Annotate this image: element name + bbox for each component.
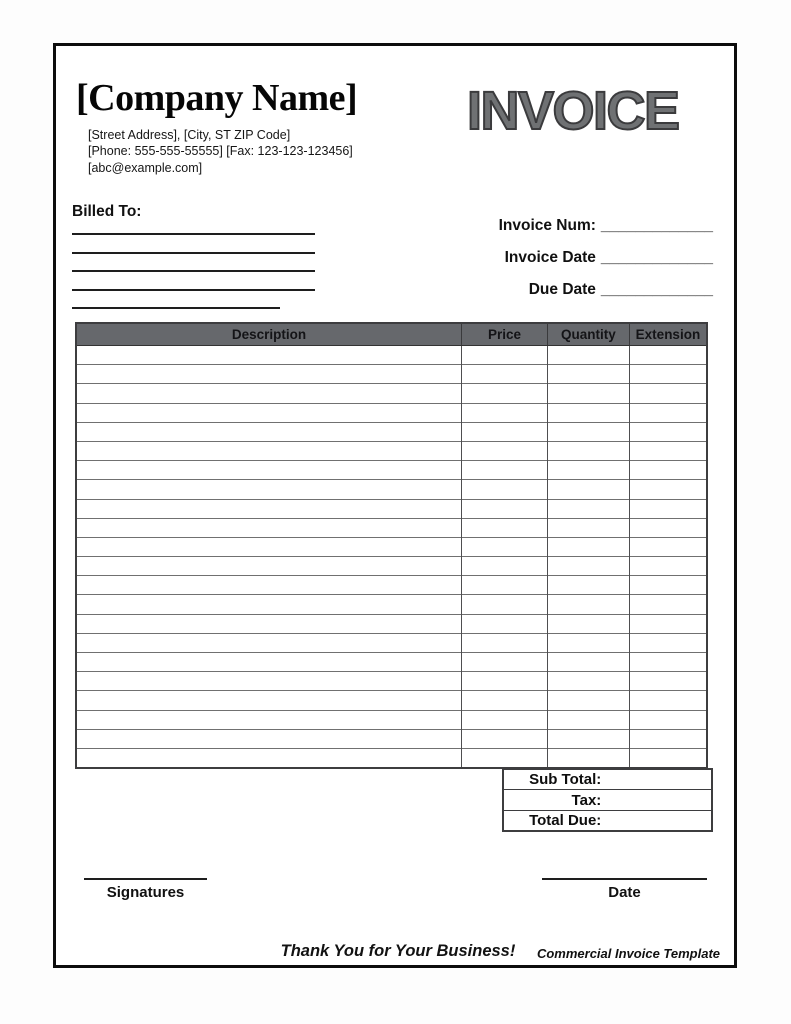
- table-cell[interactable]: [547, 537, 629, 556]
- table-cell[interactable]: [462, 633, 548, 652]
- table-cell[interactable]: [629, 365, 707, 384]
- totals-label: Sub Total:: [529, 771, 602, 789]
- table-cell[interactable]: [76, 633, 462, 652]
- meta-label: Due Date: [528, 281, 596, 298]
- table-row: [76, 633, 707, 652]
- meta-fill-line[interactable]: _____________: [600, 281, 713, 298]
- column-header-description: Description: [76, 323, 462, 346]
- table-row: [76, 614, 707, 633]
- table-cell[interactable]: [76, 595, 462, 614]
- table-cell[interactable]: [462, 710, 548, 729]
- table-cell[interactable]: [462, 346, 548, 365]
- table-cell[interactable]: [629, 729, 707, 748]
- billed-to-fill-line[interactable]: [72, 252, 315, 254]
- table-row: [76, 710, 707, 729]
- table-cell[interactable]: [76, 384, 462, 403]
- table-cell[interactable]: [462, 576, 548, 595]
- table-cell[interactable]: [547, 691, 629, 710]
- totals-row: [504, 810, 711, 830]
- table-cell[interactable]: [76, 365, 462, 384]
- table-row: [76, 480, 707, 499]
- table-cell[interactable]: [76, 653, 462, 672]
- table-cell[interactable]: [629, 672, 707, 691]
- table-cell[interactable]: [547, 384, 629, 403]
- table-cell[interactable]: [629, 557, 707, 576]
- table-cell[interactable]: [629, 653, 707, 672]
- table-cell[interactable]: [76, 461, 462, 480]
- table-cell[interactable]: [629, 499, 707, 518]
- table-cell[interactable]: [547, 653, 629, 672]
- billed-to-label: Billed To:: [72, 203, 142, 220]
- table-row: [76, 537, 707, 556]
- table-row: [76, 729, 707, 748]
- table-row: [76, 365, 707, 384]
- table-cell[interactable]: [462, 729, 548, 748]
- table-cell[interactable]: [462, 557, 548, 576]
- meta-row: [499, 217, 713, 235]
- table-cell[interactable]: [462, 672, 548, 691]
- table-cell[interactable]: [547, 595, 629, 614]
- table-row: [76, 422, 707, 441]
- table-header-row: [76, 323, 707, 346]
- meta-row: [529, 281, 713, 299]
- table-cell[interactable]: [547, 672, 629, 691]
- column-header-quantity: Quantity: [547, 323, 629, 346]
- table-row: [76, 346, 707, 365]
- table-cell[interactable]: [76, 576, 462, 595]
- invoice-meta: [499, 217, 713, 299]
- table-cell[interactable]: [547, 748, 629, 768]
- date-line[interactable]: [542, 878, 707, 880]
- table-cell[interactable]: [76, 403, 462, 422]
- table-cell[interactable]: [547, 480, 629, 499]
- table-cell[interactable]: [547, 633, 629, 652]
- table-cell[interactable]: [629, 633, 707, 652]
- table-row: [76, 384, 707, 403]
- table-cell[interactable]: [629, 576, 707, 595]
- table-cell[interactable]: [629, 537, 707, 556]
- table-row: [76, 499, 707, 518]
- meta-fill-line[interactable]: _____________: [600, 249, 713, 266]
- company-email: [abc@example.com]: [88, 160, 203, 175]
- table-cell[interactable]: [76, 748, 462, 768]
- table-cell[interactable]: [462, 499, 548, 518]
- totals-value[interactable]: [601, 790, 711, 809]
- table-cell[interactable]: [547, 365, 629, 384]
- table-cell[interactable]: [547, 422, 629, 441]
- table-cell[interactable]: [76, 557, 462, 576]
- table-cell[interactable]: [547, 403, 629, 422]
- table-cell[interactable]: [462, 384, 548, 403]
- table-cell[interactable]: [462, 653, 548, 672]
- thank-you-message: Thank You for Your Business!: [280, 942, 516, 960]
- table-cell[interactable]: [629, 384, 707, 403]
- table-cell[interactable]: [547, 710, 629, 729]
- table-cell[interactable]: [76, 346, 462, 365]
- table-cell[interactable]: [629, 595, 707, 614]
- totals-label: Total Due:: [529, 811, 602, 829]
- table-cell[interactable]: [76, 614, 462, 633]
- totals-value[interactable]: [601, 770, 711, 789]
- table-cell[interactable]: [462, 537, 548, 556]
- table-row: [76, 518, 707, 537]
- billed-to-fill-line[interactable]: [72, 270, 315, 272]
- line-items-table: [75, 322, 708, 769]
- table-cell[interactable]: [462, 461, 548, 480]
- table-cell[interactable]: [76, 710, 462, 729]
- table-cell[interactable]: [547, 557, 629, 576]
- totals-label: Tax:: [571, 791, 602, 809]
- table-row: [76, 441, 707, 460]
- table-cell[interactable]: [629, 518, 707, 537]
- billed-to-fill-line[interactable]: [72, 307, 280, 309]
- totals-box: [502, 768, 713, 832]
- totals-value[interactable]: [601, 811, 711, 830]
- table-cell[interactable]: [547, 461, 629, 480]
- table-cell[interactable]: [76, 441, 462, 460]
- table-cell[interactable]: [462, 691, 548, 710]
- table-row: [76, 748, 707, 768]
- date-label: Date: [608, 884, 641, 901]
- totals-row: [504, 770, 711, 789]
- signature-line[interactable]: [84, 878, 207, 880]
- table-cell[interactable]: [462, 595, 548, 614]
- table-cell[interactable]: [76, 691, 462, 710]
- table-cell[interactable]: [629, 461, 707, 480]
- table-cell[interactable]: [76, 729, 462, 748]
- table-cell[interactable]: [462, 365, 548, 384]
- table-cell[interactable]: [76, 537, 462, 556]
- table-cell[interactable]: [629, 422, 707, 441]
- company-address-street: [Street Address], [City, ST ZIP Code]: [88, 128, 291, 142]
- totals-row: [504, 789, 711, 809]
- invoice-title: INVOICE: [467, 81, 679, 141]
- company-address: [88, 127, 353, 176]
- table-row: [76, 557, 707, 576]
- table-cell[interactable]: [462, 441, 548, 460]
- table-cell[interactable]: [76, 499, 462, 518]
- table-cell[interactable]: [547, 346, 629, 365]
- table-row: [76, 576, 707, 595]
- table-cell[interactable]: [462, 403, 548, 422]
- table-cell[interactable]: [629, 748, 707, 768]
- table-cell[interactable]: [629, 691, 707, 710]
- table-cell[interactable]: [462, 748, 548, 768]
- billed-to-lines: [72, 233, 315, 326]
- table-cell[interactable]: [462, 480, 548, 499]
- meta-label: Invoice Date: [504, 249, 596, 266]
- table-cell[interactable]: [76, 672, 462, 691]
- table-cell[interactable]: [629, 346, 707, 365]
- table-cell[interactable]: [547, 576, 629, 595]
- table-cell[interactable]: [76, 518, 462, 537]
- meta-row: [505, 249, 713, 267]
- template-credit: Commercial Invoice Template: [536, 946, 720, 961]
- table-cell[interactable]: [547, 441, 629, 460]
- billed-to-fill-line[interactable]: [72, 289, 315, 291]
- table-row: [76, 595, 707, 614]
- table-cell[interactable]: [462, 422, 548, 441]
- table-row: [76, 403, 707, 422]
- table-row: [76, 691, 707, 710]
- table-cell[interactable]: [76, 480, 462, 499]
- table-cell[interactable]: [462, 614, 548, 633]
- table-cell[interactable]: [547, 729, 629, 748]
- table-cell[interactable]: [462, 518, 548, 537]
- company-phone-fax: [Phone: 555-555-55555] [Fax: 123-123-123456]: [88, 144, 353, 159]
- table-row: [76, 461, 707, 480]
- table-cell[interactable]: [629, 480, 707, 499]
- table-body: [76, 346, 707, 769]
- table-cell[interactable]: [629, 614, 707, 633]
- table-cell[interactable]: [76, 422, 462, 441]
- column-header-price: Price: [462, 323, 548, 346]
- table-cell[interactable]: [547, 499, 629, 518]
- table-cell[interactable]: [547, 614, 629, 633]
- table-cell[interactable]: [629, 710, 707, 729]
- billed-to-fill-line[interactable]: [72, 233, 315, 235]
- meta-label: Invoice Num:: [498, 217, 596, 234]
- signatures-label: Signatures: [106, 884, 185, 901]
- meta-fill-line[interactable]: _____________: [600, 217, 713, 234]
- company-name: [Company Name]: [76, 77, 358, 119]
- table-cell[interactable]: [629, 403, 707, 422]
- column-header-extension: Extension: [629, 323, 707, 346]
- table-row: [76, 653, 707, 672]
- table-cell[interactable]: [547, 518, 629, 537]
- table-row: [76, 672, 707, 691]
- table-cell[interactable]: [629, 441, 707, 460]
